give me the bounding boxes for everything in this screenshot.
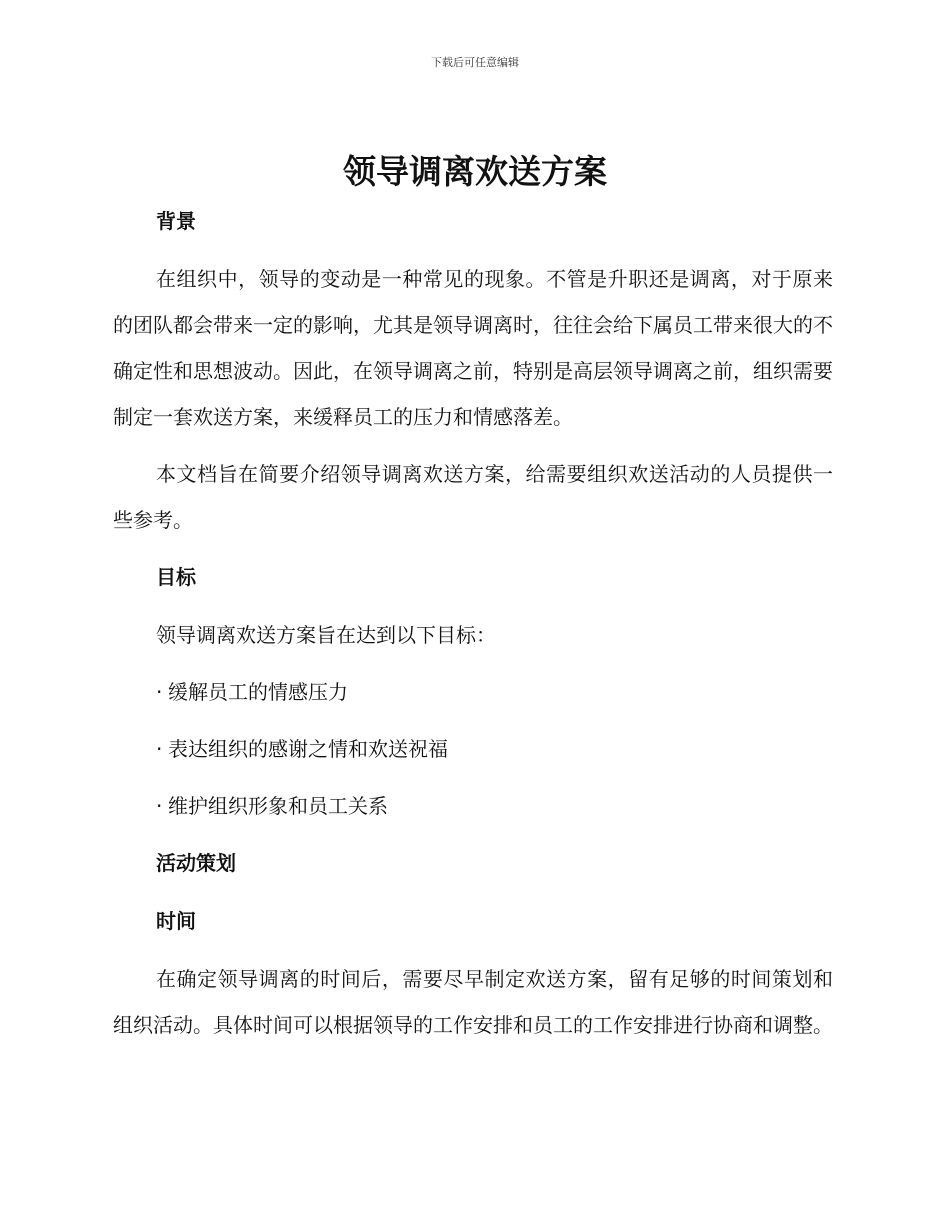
list-item-text: 缓解员工的情感压力: [168, 680, 348, 704]
document-title: 领导调离欢送方案: [343, 152, 607, 191]
list-item: [113, 669, 833, 715]
bullet-icon: ·: [156, 680, 163, 704]
list-item: [113, 726, 833, 772]
list-item-text: 表达组织的感谢之情和欢送祝福: [168, 737, 448, 761]
section-heading-goals: 目标: [156, 565, 196, 589]
page-header-note: 下载后可任意编辑: [431, 56, 519, 69]
paragraph: 在确定领导调离的时间后，需要尽早制定欢送方案，留有足够的时间策划和组织活动。具体时间可以根据领导的工作安排和员工的工作安排进行协商和调整。: [113, 967, 833, 1037]
bullet-icon: ·: [156, 737, 163, 761]
section-heading-background: 背景: [156, 209, 196, 233]
paragraph: 在组织中，领导的变动是一种常见的现象。不管是升职还是调离，对于原来的团队都会带来一定的影响，尤其是领导调离时，往往会给下属员工带来很大的不确定性和思想波动。因此，在领导调离之前，特别是高层领导调离之前，组织需要制定一套欢送方案，来缓释员工的压力和情感落差。: [113, 267, 833, 429]
document-body: [113, 198, 833, 1059]
section-heading-planning: 活动策划: [156, 851, 236, 875]
list-item: [113, 783, 833, 829]
paragraph: 本文档旨在简要介绍领导调离欢送方案，给需要组织欢送活动的人员提供一些参考。: [113, 462, 833, 532]
bullet-icon: ·: [156, 794, 163, 818]
section-heading-time: 时间: [156, 909, 196, 933]
goals-intro: 领导调离欢送方案旨在达到以下目标：: [156, 623, 496, 647]
list-item-text: 维护组织形象和员工关系: [168, 794, 388, 818]
